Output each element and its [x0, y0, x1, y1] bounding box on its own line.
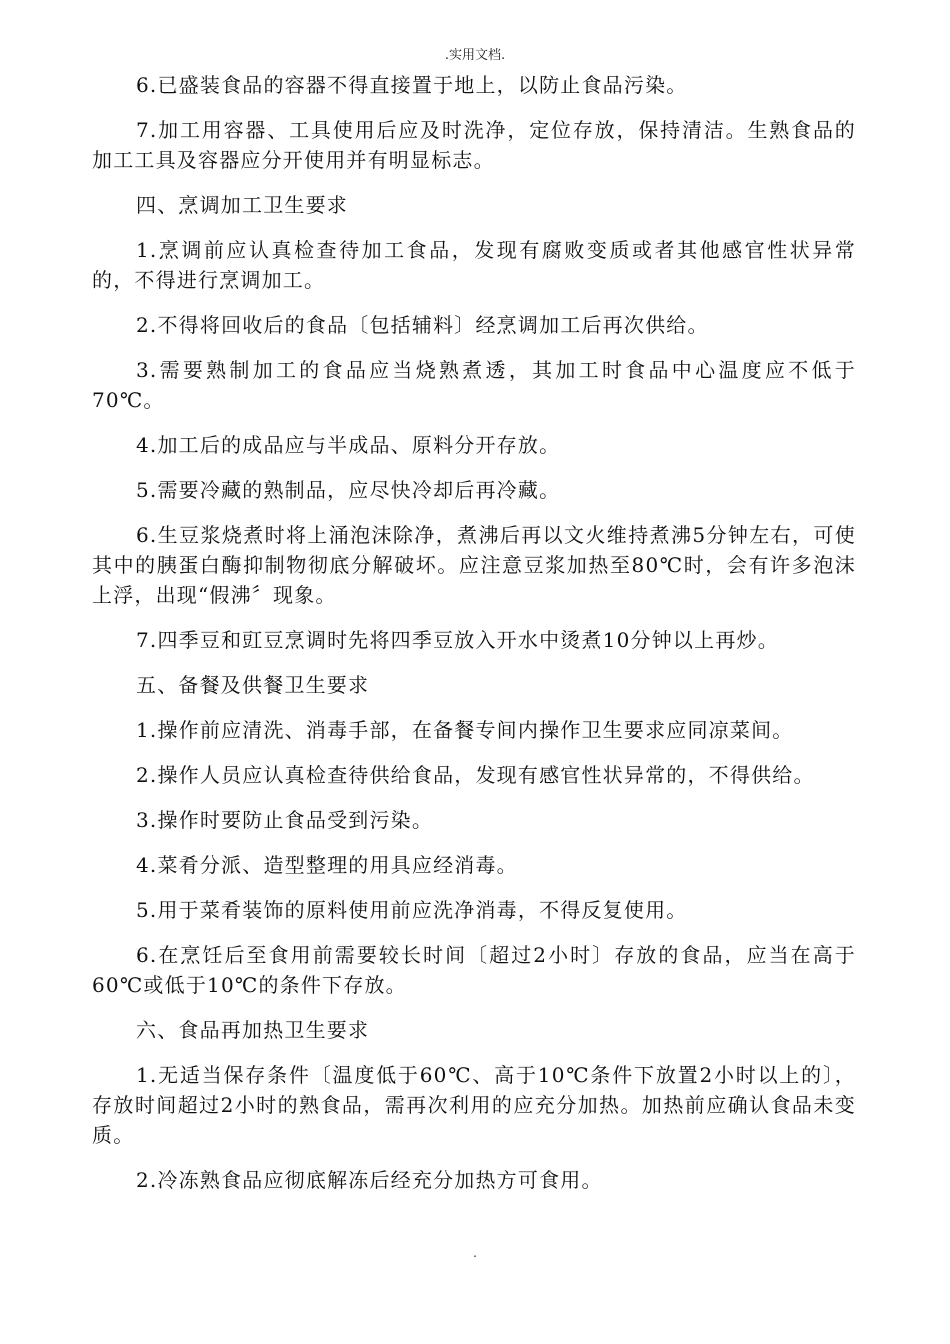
paragraph: 2.不得将回收后的食品〔包括辅料〕经烹调加工后再次供给。 — [136, 313, 709, 337]
paragraph: 2.冷冻熟食品应彻底解冻后经充分加热方可食用。 — [136, 1168, 603, 1192]
paragraph: 4.菜肴分派、造型整理的用具应经消毒。 — [136, 853, 518, 877]
paragraph: 6.已盛装食品的容器不得直接置于地上，以防止食品污染。 — [136, 73, 688, 97]
paragraph: 1.无适当保存条件〔温度低于60℃、高于10℃条件下放置2小时以上的〕，存放时间超过2小时的熟食品，需再次利用的应充分加热。加热前应确认食品未变质。 — [92, 1063, 856, 1147]
section-heading: 六、食品再加热卫生要求 — [136, 1018, 370, 1042]
paragraph: 3.操作时要防止食品受到污染。 — [136, 808, 434, 832]
paragraph: 5.用于菜肴装饰的原料使用前应洗净消毒，不得反复使用。 — [136, 898, 688, 922]
paragraph: 5.需要冷藏的熟制品，应尽快冷却后再冷藏。 — [136, 478, 561, 502]
page-header: .实用文档. — [444, 48, 506, 63]
page-footer: . — [473, 1246, 477, 1260]
paragraph: 4.加工后的成品应与半成品、原料分开存放。 — [136, 433, 561, 457]
paragraph: 7.加工用容器、工具使用后应及时洗净，定位存放，保持清洁。生熟食品的加工工具及容器应分开使用并有明显标志。 — [92, 118, 856, 172]
document-body — [92, 70, 856, 1210]
paragraph: 3.需要熟制加工的食品应当烧熟煮透，其加工时食品中心温度应不低于70℃。 — [92, 358, 856, 412]
paragraph: 7.四季豆和豇豆烹调时先将四季豆放入开水中烫煮10分钟以上再炒。 — [136, 628, 779, 652]
paragraph: 6.生豆浆烧煮时将上涌泡沫除净，煮沸后再以文火维持煮沸5分钟左右，可使其中的胰蛋白酶抑制物彻底分解破坏。应注意豆浆加热至80℃时，会有许多泡沫上浮，出现“假沸〞现象。 — [92, 523, 856, 607]
paragraph: 2.操作人员应认真检查待供给食品，发现有感官性状异常的，不得供给。 — [136, 763, 815, 787]
paragraph: 6.在烹饪后至食用前需要较长时间〔超过2小时〕存放的食品，应当在高于60℃或低于10℃的条件下存放。 — [92, 943, 856, 997]
section-heading: 四、烹调加工卫生要求 — [136, 193, 348, 217]
paragraph: 1.操作前应清洗、消毒手部，在备餐专间内操作卫生要求应同凉菜间。 — [136, 718, 794, 742]
paragraph: 1.烹调前应认真检查待加工食品，发现有腐败变质或者其他感官性状异常的，不得进行烹调加工。 — [92, 238, 856, 292]
section-heading: 五、备餐及供餐卫生要求 — [136, 673, 370, 697]
